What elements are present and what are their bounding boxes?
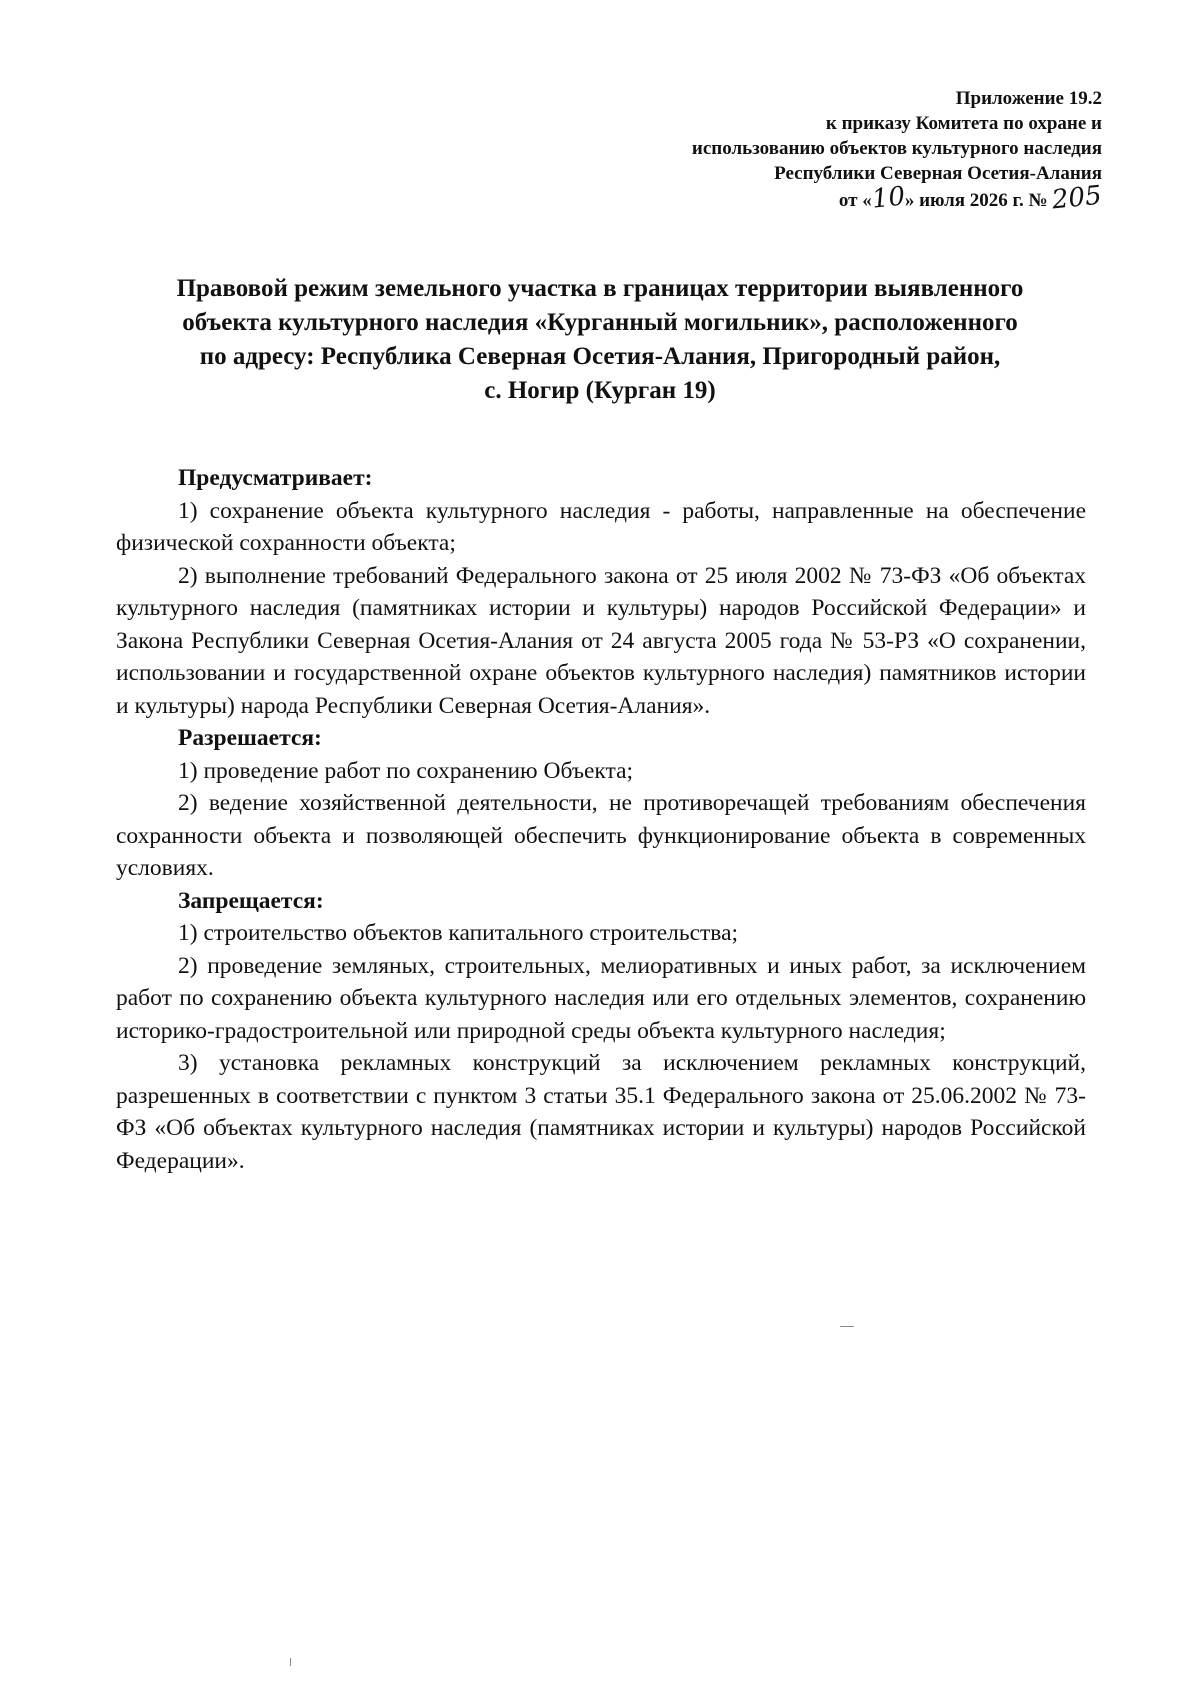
appendix-line-1: Приложение 19.2 xyxy=(955,88,1102,109)
allowed-item-1: 1) проведение работ по сохранению Объекта; xyxy=(178,757,634,784)
title-line-2: объекта культурного наследия «Курганный могильник», расположенного xyxy=(182,309,1018,336)
appendix-line-4: Республики Северная Осетия-Алания xyxy=(774,163,1102,184)
appendix-line-3: использованию объектов культурного наследия xyxy=(691,138,1102,159)
prohibited-item-2: 2) проведение земляных, строительных, мелиоративных и иных работ, за исключением работ по сохранению объекта культурного наследия или его отдельных элементов, сохранению историко-градостроительной или природной среды объекта культурного наследия; xyxy=(116,952,1086,1044)
scan-artifact xyxy=(840,1326,854,1327)
document-title xyxy=(110,272,1090,408)
provides-item-2: 2) выполнение требований Федерального закона от 25 июля 2002 № 73-ФЗ «Об объектах культурного наследия (памятниках истории и культуры) народов Российской Федерации» и Закона Республики Северная Осетия-Алания от 24 августа 2005 года № 53-РЗ «О сохранении, использовании и государственной охране объектов культурного наследия) памятников истории и культуры) народа Республики Северная Осетия-Алания». xyxy=(116,562,1086,719)
date-middle: » июля 2026 г. № xyxy=(904,190,1053,211)
scan-artifact xyxy=(290,1658,291,1666)
appendix-line-2: к приказу Комитета по охране и xyxy=(825,113,1102,134)
title-line-3: по адресу: Республика Северная Осетия-Алания, Пригородный район, xyxy=(199,343,1001,370)
prohibited-item-1: 1) строительство объектов капитального строительства; xyxy=(178,920,739,946)
section-heading-prohibited: Запрещается: xyxy=(178,887,324,914)
title-line-1: Правовой режим земельного участка в границах территории выявленного xyxy=(176,275,1024,302)
document-body xyxy=(116,462,1086,1177)
date-prefix: от « xyxy=(838,190,872,211)
provides-item-1: 1) сохранение объекта культурного наследия - работы, направленные на обеспечение физической сохранности объекта; xyxy=(116,497,1086,556)
section-heading-allowed: Разрешается: xyxy=(178,725,322,751)
section-heading-provides: Предусматривает: xyxy=(178,465,373,491)
title-line-4: с. Ногир (Курган 19) xyxy=(484,377,716,404)
appendix-header xyxy=(382,86,1104,216)
handwritten-order-number: 205 xyxy=(1050,180,1104,216)
allowed-item-2: 2) ведение хозяйственной деятельности, не противоречащей требованиям обеспечения сохранности объекта и позволяющей обеспечить функционирование объекта в современных условиях. xyxy=(116,790,1086,881)
handwritten-day: 10 xyxy=(870,181,907,215)
prohibited-item-3: 3) установка рекламных конструкций за исключением рекламных конструкций, разрешенных в соответствии с пунктом 3 статьи 35.1 Федерального закона от 25.06.2002 № 73-ФЗ «Об объектах культурного наследия (памятниках истории и культуры) народов Российской Федерации». xyxy=(116,1050,1086,1174)
appendix-date-line xyxy=(382,180,1104,216)
